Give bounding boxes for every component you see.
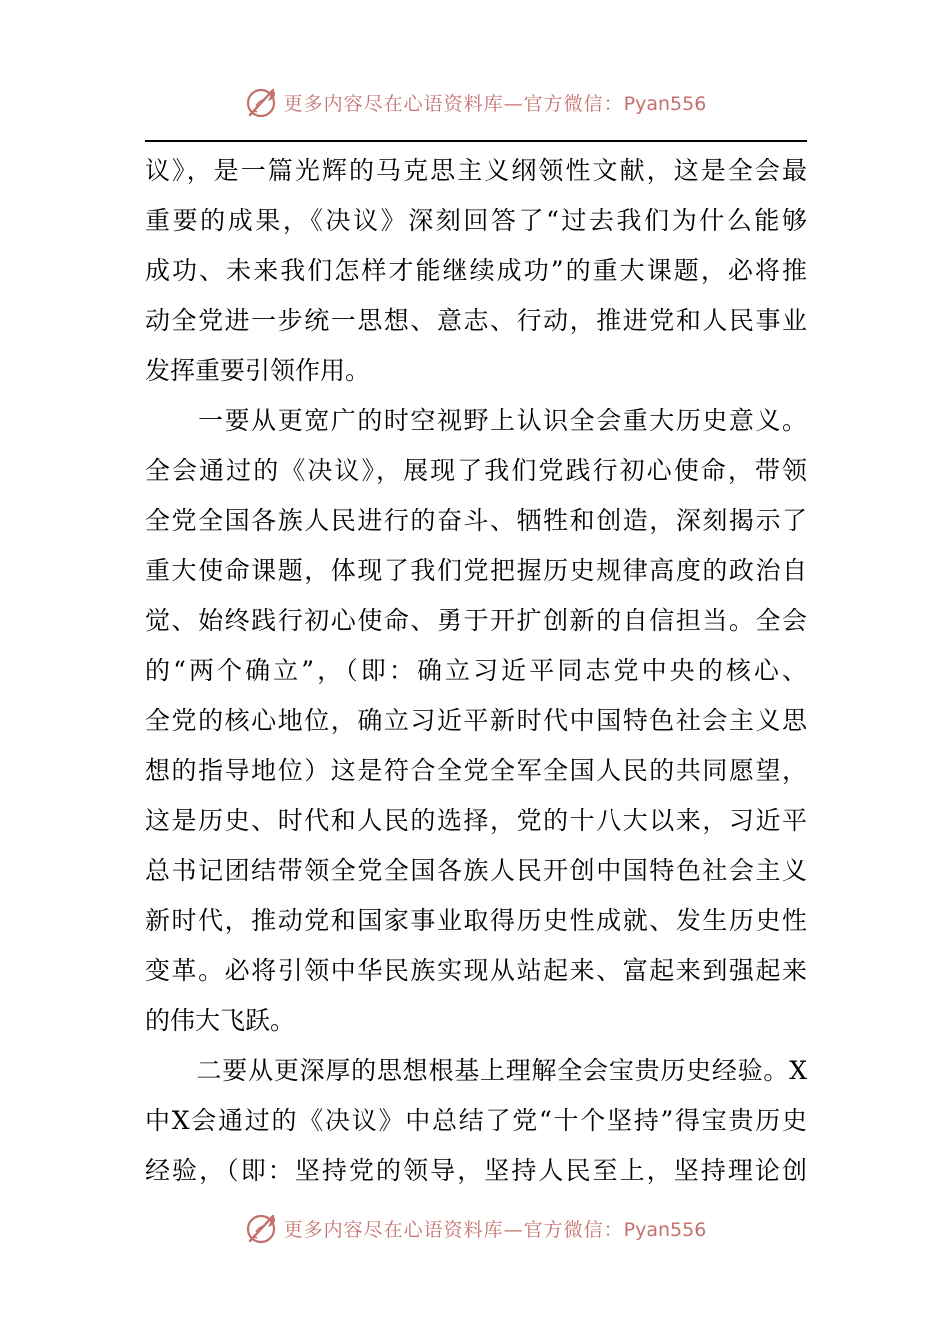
text-line: 重要的成果，《决议》深刻回答了“过去我们为什么能够 [145,206,807,235]
header-watermark [0,82,950,122]
text-line: 发挥重要引领作用。 [145,356,371,385]
footer-watermark [0,1208,950,1248]
text-line: 想的指导地位）这是符合全党全军全国人民的共同愿望， [145,756,807,785]
text-line: 的“两个确立”，（即：确立习近平同志党中央的核心、 [145,656,807,685]
text-line: 二要从更深厚的思想根基上理解全会宝贵历史经验。X [145,1056,807,1085]
text-line: 的伟大飞跃。 [145,1006,296,1035]
text-line: 觉、始终践行初心使命、勇于开扩创新的自信担当。全会 [145,606,807,635]
text-line: 变革。必将引领中华民族实现从站起来、富起来到强起来 [145,956,807,985]
text-line: 动全党进一步统一思想、意志、行动，推进党和人民事业 [145,306,807,335]
quill-logo-icon [244,84,280,120]
text-line: 总书记团结带领全党全国各族人民开创中国特色社会主义 [145,856,807,885]
text-line: 经验，（即：坚持党的领导，坚持人民至上，坚持理论创 [145,1156,807,1185]
header-watermark-text [284,89,707,116]
text-line: 议》，是一篇光辉的马克思主义纲领性文献，这是全会最 [145,156,807,185]
footer-wechat-id: Pyan556 [623,1218,707,1241]
text-line: 中X会通过的《决议》中总结了党“十个坚持”得宝贵历史 [145,1106,807,1135]
footer-watermark-text [284,1215,707,1242]
footer-banner-label: 更多内容尽在心语资料库—官方微信： [283,1218,624,1241]
text-line: 这是历史、时代和人民的选择，党的十八大以来，习近平 [145,806,807,835]
document-body [145,146,807,1196]
text-line: 全党的核心地位，确立习近平新时代中国特色社会主义思 [145,706,807,735]
text-line: 重大使命课题，体现了我们党把握历史规律高度的政治自 [145,556,807,585]
text-line: 全党全国各族人民进行的奋斗、牺牲和创造，深刻揭示了 [145,506,807,535]
header-wechat-id: Pyan556 [623,92,707,115]
text-line: 成功、未来我们怎样才能继续成功”的重大课题，必将推 [145,256,807,285]
quill-logo-icon [244,1210,280,1246]
text-line: 一要从更宽广的时空视野上认识全会重大历史意义。 [145,406,807,435]
header-banner-label: 更多内容尽在心语资料库—官方微信： [283,92,624,115]
text-line: 新时代，推动党和国家事业取得历史性成就、发生历史性 [145,906,807,935]
text-line: 全会通过的《决议》，展现了我们党践行初心使命，带领 [145,456,807,485]
header-divider [145,140,807,142]
